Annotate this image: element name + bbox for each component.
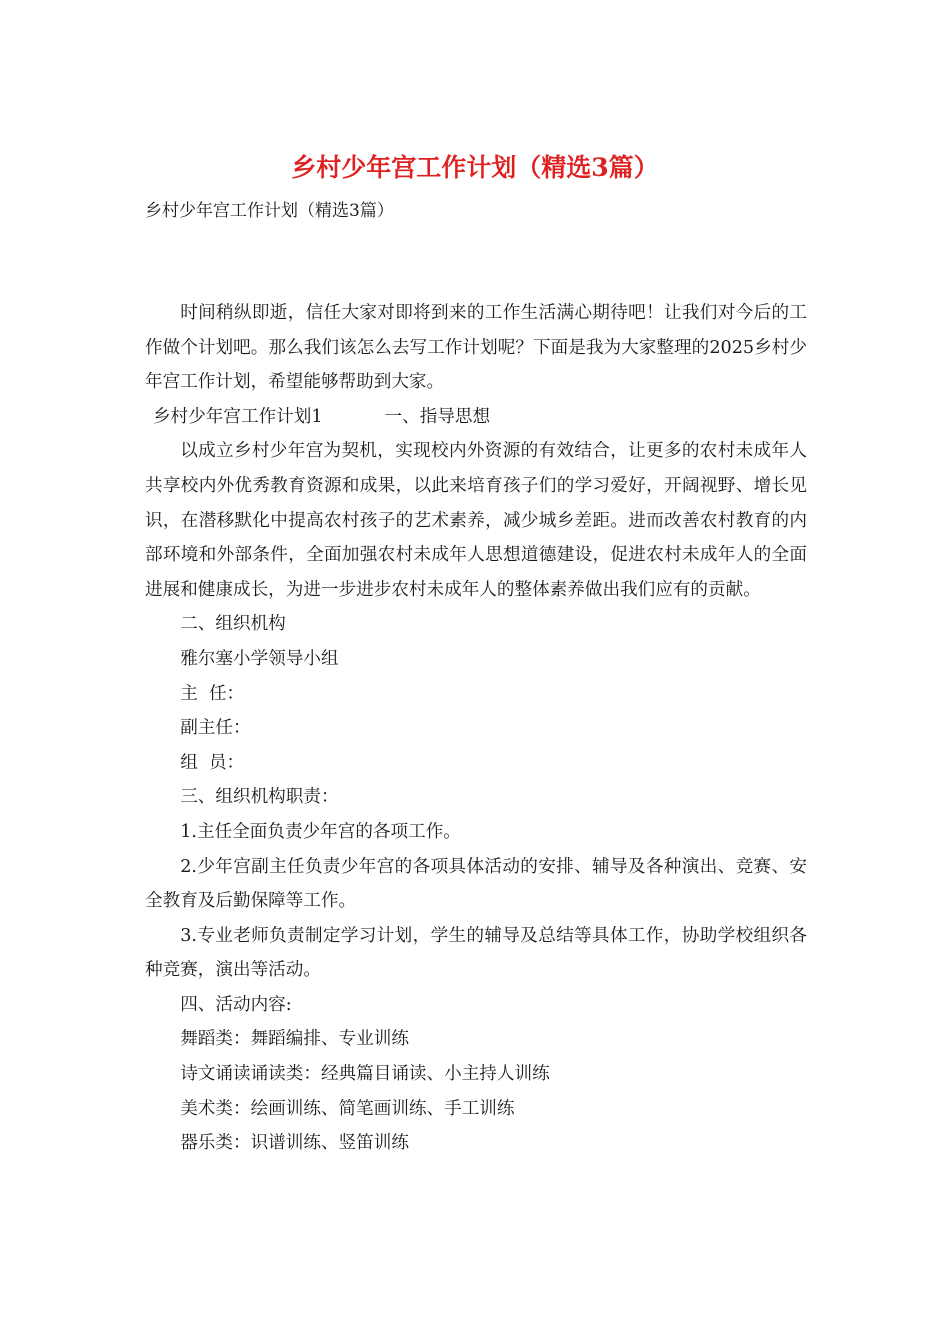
plan1-heading-line	[145, 400, 807, 435]
document-subtitle: 乡村少年宫工作计划（精选3篇）	[145, 201, 394, 221]
document-title: 乡村少年宫工作计划（精选3篇）	[291, 153, 659, 182]
duty-item-2: 2.少年宫副主任负责少年宫的各项具体活动的安排、辅导及各种演出、竞赛、安全教育及后勤保障等工作。	[145, 856, 807, 912]
document-body	[145, 296, 807, 1161]
activity-music: 器乐类：识谱训练、竖笛训练	[180, 1133, 409, 1154]
intro-paragraph: 时间稍纵即逝，信任大家对即将到来的工作生活满心期待吧！让我们对今后的工作做个计划吧。那么我们该怎么去写工作计划呢？下面是我为大家整理的2025乡村少年宫工作计划，希望能够帮助到大家。	[145, 303, 807, 393]
duty-item-1: 1.主任全面负责少年宫的各项工作。	[180, 821, 461, 842]
members-line: 组 员：	[180, 752, 245, 773]
section3-heading: 三、组织机构职责：	[180, 787, 339, 808]
vice-director-line: 副主任：	[180, 718, 251, 739]
duty-item-3: 3.专业老师负责制定学习计划，学生的辅导及总结等具体工作，协助学校组织各种竞赛，演出等活动。	[145, 925, 807, 981]
plan1-label: 乡村少年宫工作计划1	[153, 406, 323, 427]
group-name: 雅尔塞小学领导小组	[180, 648, 339, 669]
activity-dance: 舞蹈类：舞蹈编排、专业训练	[180, 1029, 409, 1050]
activity-poetry: 诗文诵读诵读类：经典篇目诵读、小主持人训练	[180, 1064, 550, 1085]
section2-heading: 二、组织机构	[180, 614, 286, 635]
activity-art: 美术类：绘画训练、简笔画训练、手工训练	[180, 1098, 515, 1119]
section1-body: 以成立乡村少年宫为契机，实现校内外资源的有效结合，让更多的农村未成年人共享校内外优秀教育资源和成果，以此来培育孩子们的学习爱好，开阔视野、增长见识，在潜移默化中提高农村孩子的艺术素养，减少城乡差距。进而改善农村教育的内部环境和外部条件，全面加强农村未成年人思想道德建设，促进农村未成年人的全面进展和健康成长，为进一步进步农村未成年人的整体素养做出我们应有的贡献。	[145, 441, 807, 600]
section1-heading: 一、指导思想	[384, 406, 491, 427]
director-line: 主 任：	[180, 683, 245, 704]
section4-heading: 四、活动内容:	[180, 994, 292, 1015]
